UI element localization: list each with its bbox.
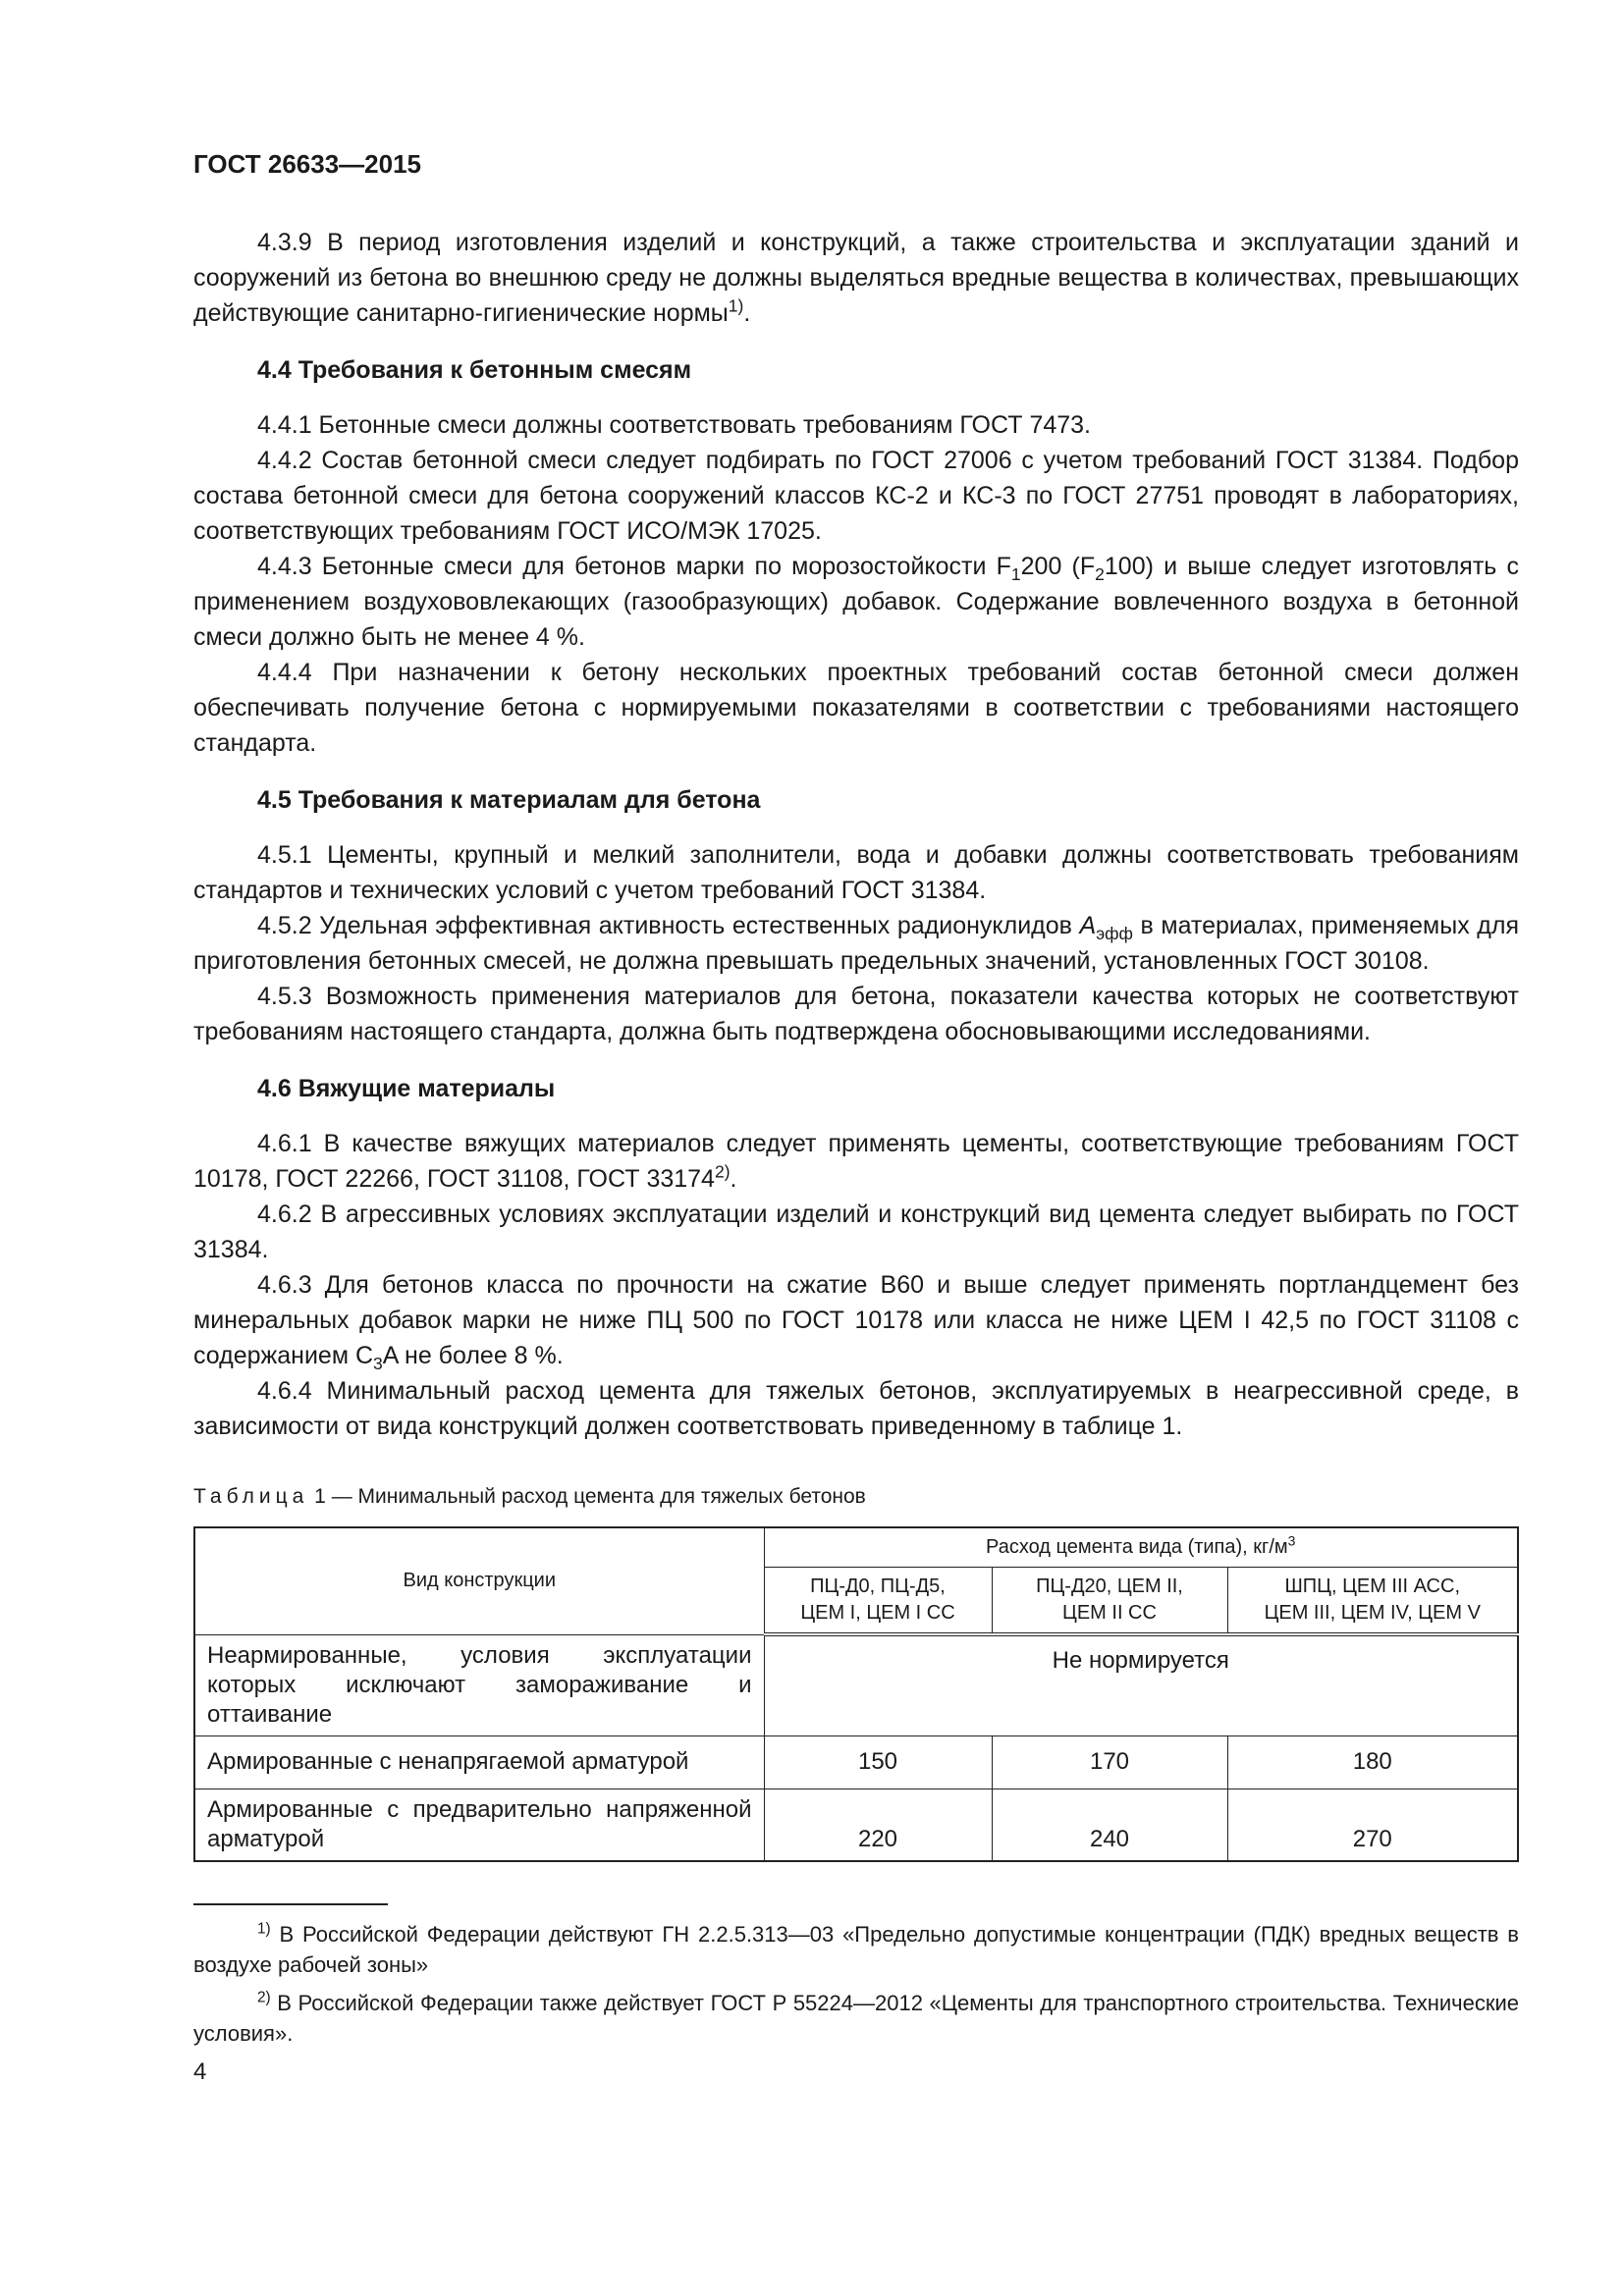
paragraph-4-6-1: 4.6.1 В качестве вяжущих материалов следует применять цементы, соответствующие требованиям ГОСТ 10178, ГОСТ 22266, ГОСТ 31108, ГОСТ 33174$^{2)}$.: [193, 1130, 1519, 1193]
table-cell: 150: [764, 1735, 992, 1789]
paragraph-4-4-4: 4.4.4 При назначении к бетону нескольких проектных требований состав бетонной смеси должен обеспечивать получение бетона с нормируемыми показателями в соответствии с требованиями настоящего стандарта.: [193, 659, 1519, 757]
merged-value-cell: Не нормируется: [764, 1634, 1518, 1735]
table-row: [194, 1634, 1518, 1735]
row-label: Армированные с ненапрягаемой арматурой: [194, 1735, 764, 1789]
header-cement-type-2: ПЦ-Д20, ЦЕМ II, ЦЕМ II СС: [992, 1568, 1227, 1635]
row-label: Армированные с предварительно напряженной арматурой: [194, 1789, 764, 1861]
section-heading-4-6: 4.6 Вяжущие материалы: [257, 1075, 556, 1102]
table-cell: 170: [992, 1735, 1227, 1789]
cement-consumption-table: [193, 1526, 1519, 1862]
footnote-1: $^{1)}$ В Российской Федерации действуют ГН 2.2.5.313—03 «Предельно допустимые концентрации (ПДК) вредных веществ в воздухе рабочей зоны»: [193, 1920, 1519, 1977]
section-heading-4-4: 4.4 Требования к бетонным смесям: [257, 356, 692, 384]
table-row: [194, 1735, 1518, 1789]
paragraph-4-5-3: 4.5.3 Возможность применения материалов для бетона, показатели качества которых не соответствуют требованиям настоящего стандарта, должна быть подтверждена обосновывающими исследованиями.: [193, 983, 1519, 1045]
header-cement-consumption: Расход цемента вида (типа), $кг/м^3$: [764, 1527, 1518, 1568]
footnote-ref-2: 2): [714, 1161, 731, 1182]
paragraph-4-5-2: 4.5.2 Удельная эффективная активность естественных радионуклидов $A_{эфф}$ в материалах, применяемых для приготовления бетонных смесей, не должна превышать предельных значений, установленных ГОСТ 30108.: [193, 912, 1519, 975]
paragraph-4-6-2: 4.6.2 В агрессивных условиях эксплуатации изделий и конструкций вид цемента следует выбирать по ГОСТ 31384.: [193, 1201, 1519, 1263]
document-page: [193, 149, 1519, 2086]
paragraph-4-6-3: 4.6.3 Для бетонов класса по прочности на сжатие В60 и выше следует применять портландцемент без минеральных добавок марки не ниже ПЦ 500 по ГОСТ 10178 или класса не ниже ЦЕМ I 42,5 по ГОСТ 31108 с содержанием $C_3A$ не более 8 %.: [193, 1271, 1519, 1373]
header-construction-kind: Вид конструкции: [194, 1527, 764, 1634]
document-header: ГОСТ 26633—2015: [193, 149, 421, 179]
header-cement-type-3: ШПЦ, ЦЕМ III АСС, ЦЕМ III, ЦЕМ IV, ЦЕМ V: [1227, 1568, 1518, 1635]
row-label: Неармированные, условия эксплуатации которых исключают замораживание и оттаивание: [194, 1634, 764, 1735]
footnote-separator: [193, 1903, 388, 1905]
table-cell: 220: [764, 1789, 992, 1861]
page-number: 4: [193, 2057, 207, 2085]
table-caption: Таблица 1 — Минимальный расход цемента для тяжелых бетонов: [193, 1485, 866, 1508]
header-cement-type-1: ПЦ-Д0, ПЦ-Д5, ЦЕМ I, ЦЕМ I СС: [764, 1568, 992, 1635]
paragraph-4-4-2: 4.4.2 Состав бетонной смеси следует подбирать по ГОСТ 27006 с учетом требований ГОСТ 31384. Подбор состава бетонной смеси для бетона сооружений классов КС-2 и КС-3 по ГОСТ 27751 проводят в лабораториях, соответствующих требованиям ГОСТ ИСО/МЭК 17025.: [193, 447, 1519, 545]
footnote-ref-1: 1): [728, 295, 744, 316]
table-cell: 240: [992, 1789, 1227, 1861]
paragraph-4-3-9: 4.3.9 В период изготовления изделий и конструкций, а также строительства и эксплуатации зданий и сооружений из бетона во внешнюю среду не должны выделяться вредные вещества в количествах, превышающих действующие санитарно-гигиенические нормы$^{1)}$.: [193, 229, 1519, 327]
table-row: [194, 1789, 1518, 1861]
paragraph-4-6-4: 4.6.4 Минимальный расход цемента для тяжелых бетонов, эксплуатируемых в неагрессивной среде, в зависимости от вида конструкций должен соответствовать приведенному в таблице 1.: [193, 1377, 1519, 1440]
footnote-2: $^{2)}$ В Российской Федерации также действует ГОСТ Р 55224—2012 «Цементы для транспортного строительства. Технические условия».: [193, 1989, 1519, 2046]
table-cell: 180: [1227, 1735, 1518, 1789]
section-heading-4-5: 4.5 Требования к материалам для бетона: [257, 786, 761, 814]
paragraph-4-5-1: 4.5.1 Цементы, крупный и мелкий заполнители, вода и добавки должны соответствовать требованиям стандартов и технических условий с учетом требований ГОСТ 31384.: [193, 841, 1519, 904]
paragraph-4-4-1: 4.4.1 Бетонные смеси должны соответствовать требованиям ГОСТ 7473.: [257, 411, 1091, 439]
table-cell: 270: [1227, 1789, 1518, 1861]
paragraph-4-4-3: 4.4.3 Бетонные смеси для бетонов марки по морозостойкости $F_1200$ $(F_2100)$ и выше следует изготовлять с применением воздухововлекающих (газообразующих) добавок. Содержание вовлеченного воздуха в бетонной смеси должно быть не менее 4 %.: [193, 553, 1520, 651]
